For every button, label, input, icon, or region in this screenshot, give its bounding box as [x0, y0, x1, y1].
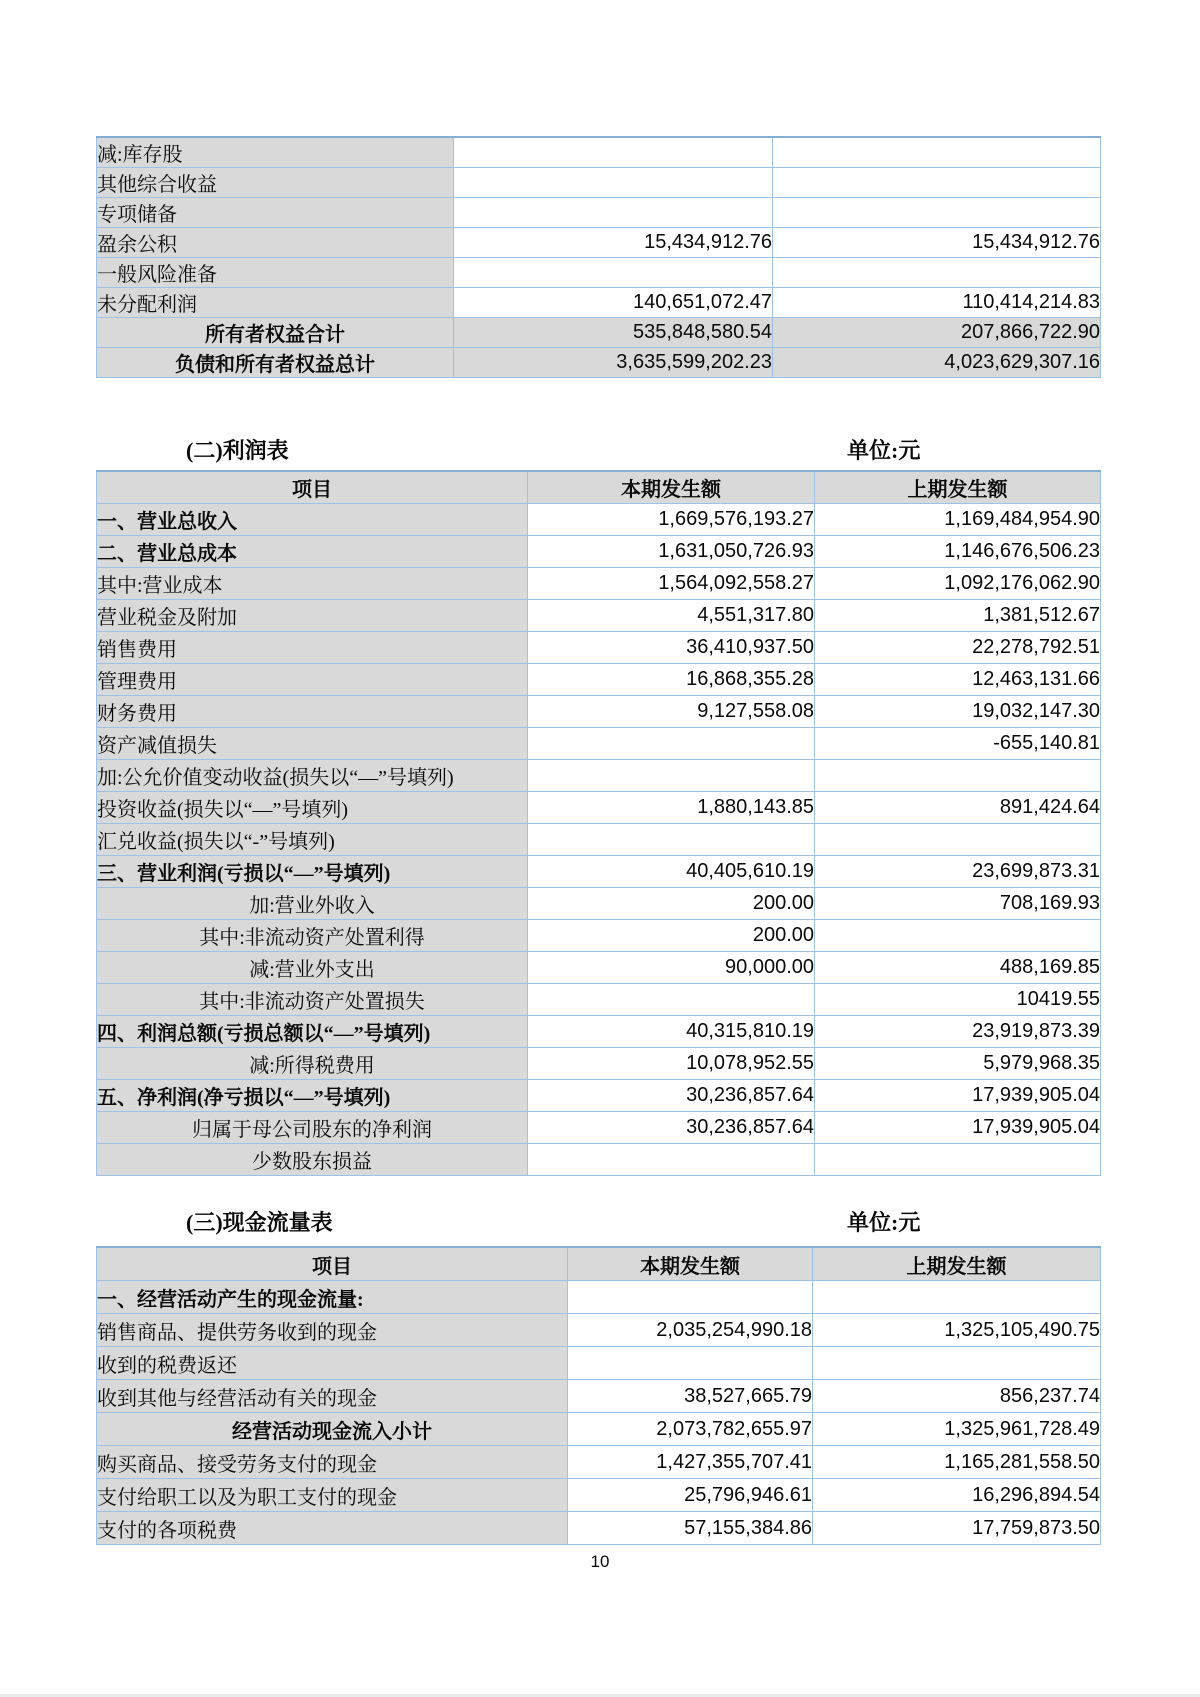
table-row [97, 536, 1101, 568]
current-column-header: 本期发生额 [568, 1247, 813, 1281]
prior-value-cell: 488,169.85 [815, 952, 1101, 984]
table-row [97, 632, 1101, 664]
row-label-cell: 管理费用 [97, 664, 528, 696]
current-value-cell: 90,000.00 [528, 952, 815, 984]
current-value-cell: 1,427,355,707.41 [568, 1446, 813, 1479]
prior-column-header: 上期发生额 [815, 471, 1101, 504]
prior-value-cell [773, 258, 1101, 288]
row-label-cell: 支付的各项税费 [97, 1512, 568, 1545]
row-label-cell: 减:营业外支出 [97, 952, 528, 984]
prior-value-cell: 17,939,905.04 [815, 1112, 1101, 1144]
table-row [97, 1016, 1101, 1048]
table-row [97, 1380, 1101, 1413]
current-value-cell: 200.00 [528, 888, 815, 920]
current-value-cell: 16,868,355.28 [528, 664, 815, 696]
row-label-cell: 减:库存股 [97, 137, 454, 168]
item-column-header: 项目 [97, 1247, 568, 1281]
section-title: (二)利润表 [186, 438, 289, 463]
prior-value-cell: 23,699,873.31 [815, 856, 1101, 888]
table-row [97, 888, 1101, 920]
row-label-cell: 销售费用 [97, 632, 528, 664]
row-label-cell: 财务费用 [97, 696, 528, 728]
current-value-cell: 30,236,857.64 [528, 1080, 815, 1112]
row-label-cell: 五、净利润(净亏损以“—”号填列) [97, 1080, 528, 1112]
table-row [97, 984, 1101, 1016]
current-value-cell: 57,155,384.86 [568, 1512, 813, 1545]
prior-value-cell: 12,463,131.66 [815, 664, 1101, 696]
current-value-cell [528, 984, 815, 1016]
table-row [97, 1479, 1101, 1512]
row-label-cell: 支付给职工以及为职工支付的现金 [97, 1479, 568, 1512]
current-value-cell: 1,631,050,726.93 [528, 536, 815, 568]
current-value-cell: 140,651,072.47 [454, 288, 773, 318]
current-value-cell [454, 198, 773, 228]
row-label-cell: 未分配利润 [97, 288, 454, 318]
prior-value-cell: 17,759,873.50 [813, 1512, 1101, 1545]
current-value-cell: 2,035,254,990.18 [568, 1314, 813, 1347]
row-label-cell: 加:公允价值变动收益(损失以“—”号填列) [97, 760, 528, 792]
prior-value-cell: 23,919,873.39 [815, 1016, 1101, 1048]
row-label-cell: 收到的税费返还 [97, 1347, 568, 1380]
row-label-cell: 少数股东损益 [97, 1144, 528, 1176]
row-label-cell: 资产减值损失 [97, 728, 528, 760]
total-row [97, 318, 1101, 348]
subtotal-row [97, 1413, 1101, 1446]
table-row [97, 288, 1101, 318]
prior-value-cell [815, 760, 1101, 792]
prior-value-cell: 1,325,105,490.75 [813, 1314, 1101, 1347]
cash-flow-heading [96, 1208, 1100, 1238]
current-value-cell: 25,796,946.61 [568, 1479, 813, 1512]
prior-value-cell: 708,169.93 [815, 888, 1101, 920]
table-row [97, 760, 1101, 792]
page-number: 10 [590, 1552, 610, 1571]
row-label-cell: 四、利润总额(亏损总额以“—”号填列) [97, 1016, 528, 1048]
table-row [97, 1048, 1101, 1080]
table-row [97, 920, 1101, 952]
prior-value-cell: -655,140.81 [815, 728, 1101, 760]
current-value-cell: 200.00 [528, 920, 815, 952]
prior-value-cell [813, 1281, 1101, 1314]
current-value-cell [454, 258, 773, 288]
prior-value-cell [815, 920, 1101, 952]
current-value-cell [528, 728, 815, 760]
row-label-cell: 投资收益(损失以“—”号填列) [97, 792, 528, 824]
current-value-cell: 10,078,952.55 [528, 1048, 815, 1080]
prior-value-cell: 16,296,894.54 [813, 1479, 1101, 1512]
row-label-cell: 归属于母公司股东的净利润 [97, 1112, 528, 1144]
current-value-cell: 1,880,143.85 [528, 792, 815, 824]
prior-value-cell: 19,032,147.30 [815, 696, 1101, 728]
current-column-header: 本期发生额 [528, 471, 815, 504]
prior-value-cell: 1,381,512.67 [815, 600, 1101, 632]
current-value-cell: 2,073,782,655.97 [568, 1413, 813, 1446]
prior-value-cell: 1,325,961,728.49 [813, 1413, 1101, 1446]
prior-value-cell: 22,278,792.51 [815, 632, 1101, 664]
table-row [97, 1112, 1101, 1144]
unit-label: 单位:元 [847, 438, 921, 463]
row-label-cell: 收到其他与经营活动有关的现金 [97, 1380, 568, 1413]
current-value-cell: 30,236,857.64 [528, 1112, 815, 1144]
row-label-cell: 一、营业总收入 [97, 504, 528, 536]
row-label-cell: 加:营业外收入 [97, 888, 528, 920]
table-row [97, 1080, 1101, 1112]
current-value-cell [528, 760, 815, 792]
prior-value-cell [773, 137, 1101, 168]
table-row [97, 137, 1101, 168]
table-row [97, 1314, 1101, 1347]
prior-value-cell [813, 1347, 1101, 1380]
row-label-cell: 其中:非流动资产处置损失 [97, 984, 528, 1016]
prior-value-cell [773, 198, 1101, 228]
table-row [97, 504, 1101, 536]
row-label-cell: 一般风险准备 [97, 258, 454, 288]
table-row [97, 792, 1101, 824]
prior-value-cell: 1,092,176,062.90 [815, 568, 1101, 600]
current-value-cell: 40,315,810.19 [528, 1016, 815, 1048]
row-label-cell: 减:所得税费用 [97, 1048, 528, 1080]
table-row [97, 952, 1101, 984]
row-label-cell: 销售商品、提供劳务收到的现金 [97, 1314, 568, 1347]
row-label-cell: 其中:营业成本 [97, 568, 528, 600]
income-statement-heading [96, 436, 1100, 466]
row-label-cell: 专项储备 [97, 198, 454, 228]
current-value-cell: 15,434,912.76 [454, 228, 773, 258]
current-value-cell [528, 824, 815, 856]
row-label-cell: 营业税金及附加 [97, 600, 528, 632]
current-value-cell: 1,669,576,193.27 [528, 504, 815, 536]
row-label-cell: 二、营业总成本 [97, 536, 528, 568]
table-row [97, 228, 1101, 258]
unit-label: 单位:元 [847, 1210, 921, 1235]
current-value-cell: 36,410,937.50 [528, 632, 815, 664]
row-label-cell: 其他综合收益 [97, 168, 454, 198]
table-row [97, 664, 1101, 696]
current-value-cell: 535,848,580.54 [454, 318, 773, 348]
prior-value-cell: 207,866,722.90 [773, 318, 1101, 348]
item-column-header: 项目 [97, 471, 528, 504]
table-row [97, 1281, 1101, 1314]
row-label-cell: 其中:非流动资产处置利得 [97, 920, 528, 952]
table-row [97, 568, 1101, 600]
row-label-cell: 一、经营活动产生的现金流量: [97, 1281, 568, 1314]
current-value-cell: 1,564,092,558.27 [528, 568, 815, 600]
table-row [97, 696, 1101, 728]
table-row [97, 856, 1101, 888]
prior-value-cell [815, 1144, 1101, 1176]
prior-value-cell: 1,165,281,558.50 [813, 1446, 1101, 1479]
cash-flow-table [96, 1246, 1101, 1545]
income-statement-table [96, 470, 1101, 1176]
total-row [97, 348, 1101, 378]
row-label-cell: 所有者权益合计 [97, 318, 454, 348]
row-label-cell: 购买商品、接受劳务支付的现金 [97, 1446, 568, 1479]
current-value-cell: 4,551,317.80 [528, 600, 815, 632]
table-row [97, 1446, 1101, 1479]
header-row [97, 471, 1101, 504]
table-row [97, 1347, 1101, 1380]
current-value-cell [568, 1281, 813, 1314]
section-title: (三)现金流量表 [186, 1210, 333, 1235]
current-value-cell [528, 1144, 815, 1176]
table-row [97, 600, 1101, 632]
prior-value-cell: 110,414,214.83 [773, 288, 1101, 318]
prior-value-cell: 1,146,676,506.23 [815, 536, 1101, 568]
current-value-cell: 3,635,599,202.23 [454, 348, 773, 378]
table-row [97, 258, 1101, 288]
table-row [97, 728, 1101, 760]
prior-value-cell: 891,424.64 [815, 792, 1101, 824]
prior-value-cell: 10419.55 [815, 984, 1101, 1016]
prior-value-cell: 15,434,912.76 [773, 228, 1101, 258]
current-value-cell: 40,405,610.19 [528, 856, 815, 888]
row-label-cell: 盈余公积 [97, 228, 454, 258]
header-row [97, 1247, 1101, 1281]
current-value-cell [568, 1347, 813, 1380]
prior-column-header: 上期发生额 [813, 1247, 1101, 1281]
row-label-cell: 汇兑收益(损失以“-”号填列) [97, 824, 528, 856]
prior-value-cell: 17,939,905.04 [815, 1080, 1101, 1112]
current-value-cell [454, 137, 773, 168]
table-row [97, 1512, 1101, 1545]
current-value-cell: 9,127,558.08 [528, 696, 815, 728]
table-row [97, 824, 1101, 856]
row-label-cell: 三、营业利润(亏损以“—”号填列) [97, 856, 528, 888]
current-value-cell: 38,527,665.79 [568, 1380, 813, 1413]
prior-value-cell: 4,023,629,307.16 [773, 348, 1101, 378]
row-label-cell: 经营活动现金流入小计 [97, 1413, 568, 1446]
table-row [97, 1144, 1101, 1176]
prior-value-cell: 5,979,968.35 [815, 1048, 1101, 1080]
table-row [97, 168, 1101, 198]
table-row [97, 198, 1101, 228]
prior-value-cell [815, 824, 1101, 856]
current-value-cell [454, 168, 773, 198]
prior-value-cell: 856,237.74 [813, 1380, 1101, 1413]
balance-sheet-bottom-table [96, 136, 1101, 378]
prior-value-cell [773, 168, 1101, 198]
row-label-cell: 负债和所有者权益总计 [97, 348, 454, 378]
prior-value-cell: 1,169,484,954.90 [815, 504, 1101, 536]
